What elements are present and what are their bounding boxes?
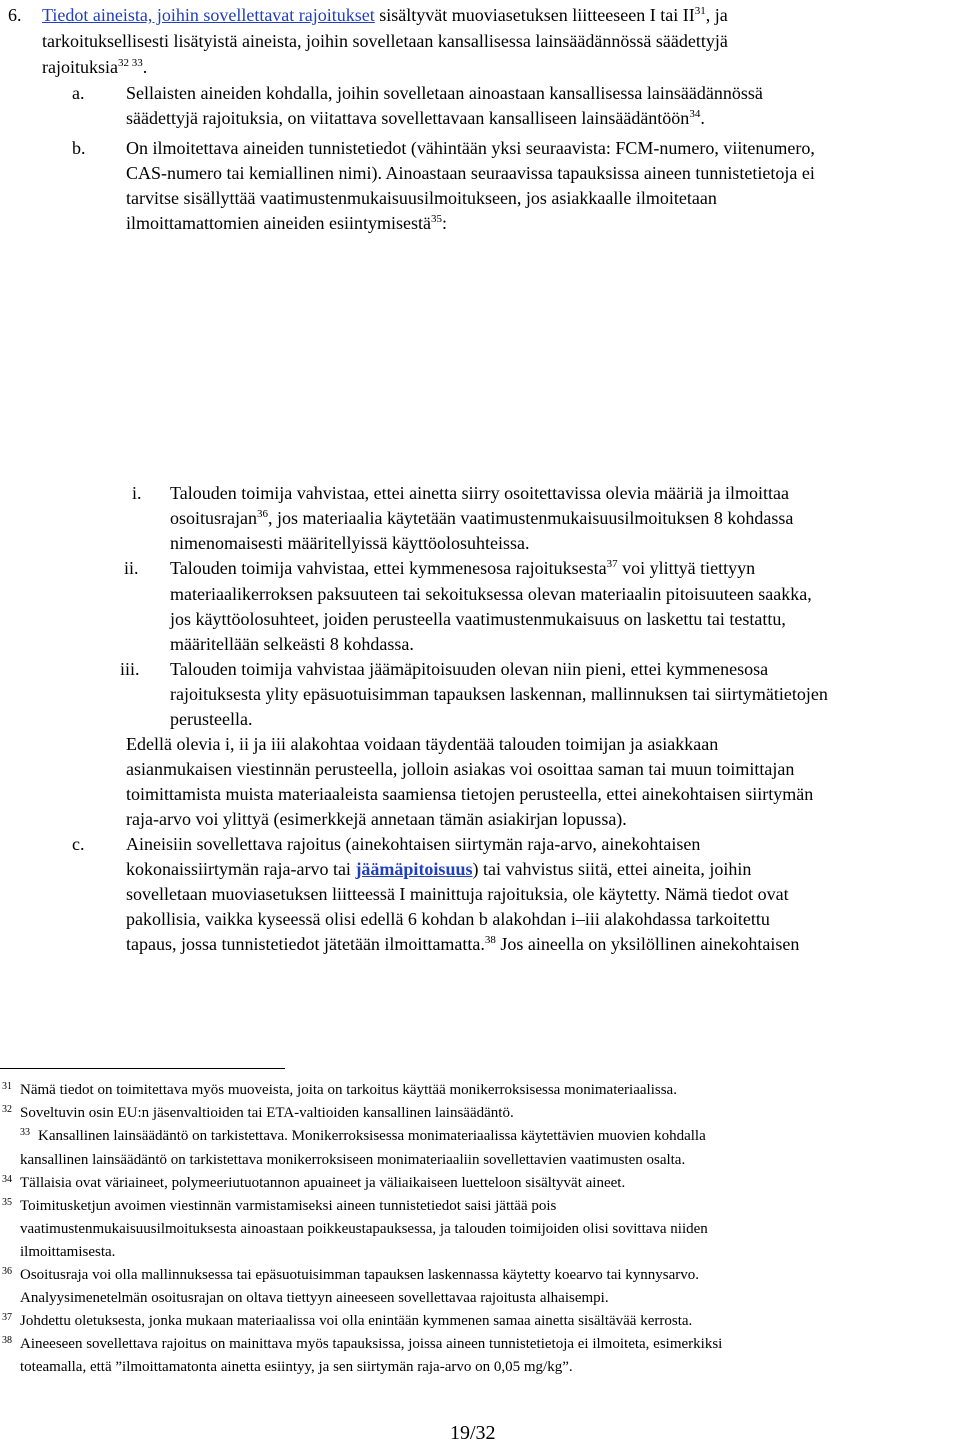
item-c-line-2 [126, 857, 751, 882]
footnote-number: 38 [2, 1335, 12, 1346]
sub-i-line-3: nimenomaisesti määritellyissä käyttöolosuhteissa. [170, 533, 530, 553]
footnote-line: Nämä tiedot on toimitettava myös muoveista, joita on tarkoitus käyttää monikerroksisessa monimateriaalissa. [20, 1082, 677, 1098]
footnote-line: Toimitusketjun avoimen viestinnän varmistamiseksi aineen tunnistetiedot saisi jättää pois [20, 1198, 557, 1214]
page-number: 19/32 [450, 1422, 496, 1444]
footnote-line: ilmoittamisesta. [20, 1244, 116, 1260]
footnote-line: Tällaisia ovat väriaineet, polymeeriutuotannon apuaineet ja väliaikaiseen luetteloon sisältyvät aineet. [20, 1175, 626, 1191]
item-b-line-4-text: ilmoittamattomien aineiden esiintymisestä [126, 213, 431, 233]
sub-ii-line-2: materiaalikerroksen paksuuteen tai sekoituksessa olevan materiaalin pitoisuuteen saakka, [170, 584, 812, 604]
item-6-line-1 [8, 3, 22, 28]
item-6-text-line-3 [42, 55, 147, 80]
item-b-line-3: tarvitse sisällyttää vaatimustenmukaisuusilmoitukseen, jos asiakkaalle ilmoitetaan [126, 188, 717, 208]
footnote-ref-38: 38 [484, 934, 496, 946]
footnote-line: Kansallinen lainsäädäntö on tarkistettava. Monikerroksisessa monimateriaalissa käytettävien muovien kohdalla [38, 1128, 706, 1144]
sub-i-line-1: Talouden toimija vahvistaa, ettei ainetta siirry osoitettavissa olevia määriä ja ilmoittaa [170, 483, 790, 503]
sub-i-line-2 [170, 506, 793, 531]
supplement-line-2: asianmukaisen viestinnän perusteella, jolloin asiakas voi osoittaa saman tai muun toimittajan [126, 759, 795, 779]
item-6-line-3-text: rajoituksia [42, 57, 118, 77]
item-6-text-line-2: tarkoituksellisesti lisätyistä aineista, joihin sovelletaan kansallisessa lainsäädännössä säädettyjä [42, 31, 728, 51]
sub-i-line-2-tail: , jos materiaalia käytetään vaatimustenmukaisuusilmoituksen 8 kohdassa [268, 508, 794, 528]
footnote-ref-34: 34 [689, 108, 701, 120]
sub-ii-line-4: määritellään selkeästi 8 kohdassa. [170, 634, 414, 654]
item-b-colon: : [441, 213, 447, 233]
footnote-line: Osoitusraja voi olla mallinnuksessa tai epäsuotuisimman tapauksen laskennassa käytetty koearvo tai kynnysarvo. [20, 1267, 700, 1283]
item-c-line-2-text: kokonaissiirtymän raja-arvo tai [126, 859, 356, 879]
item-b-label: b. [72, 138, 86, 158]
item-6-text-tail: , ja [705, 5, 728, 25]
footnote-line: Soveltuvin osin EU:n jäsenvaltioiden tai ETA-valtioiden kansallinen lainsäädäntö. [20, 1105, 514, 1121]
footnote-number: 36 [2, 1266, 12, 1277]
footnote-line: toteamalla, että ”ilmoittamatonta ainetta esiintyy, ja sen siirtymän raja-arvo on 0,05 mg/kg”. [20, 1359, 573, 1375]
footnote-number: 32 [2, 1104, 12, 1115]
item-a-label: a. [72, 83, 85, 103]
item-c-line-4: pakollisia, vaikka kyseessä olisi edellä 6 kohdan b alakohdan i–iii alakohdassa tarkoitettu [126, 909, 770, 929]
item-a-period: . [700, 108, 705, 128]
footnote-line: kansallinen lainsäädäntö on tarkistettava monikerroksiseen monimateriaaliin sovellettavien vaatimusten osalta. [20, 1152, 686, 1168]
item-c-line-2-tail: ) tai vahvistus siitä, ettei aineita, joihin [472, 859, 752, 879]
footnote-line: vaatimustenmukaisuusilmoituksesta ainoastaan poikkeustapauksessa, ja talouden toimijoiden olisi sovittava niiden [20, 1221, 708, 1237]
footnote-separator [0, 1068, 285, 1069]
sub-iii-line-2: rajoituksesta ylity epäsuotuisimman tapauksen laskennan, mallinnuksen tai siirtymätietojen [170, 684, 828, 704]
sub-i-label: i. [132, 483, 142, 503]
sub-iii-line-3: perusteella. [170, 709, 253, 729]
item-a-line-2 [126, 106, 705, 131]
sub-ii-line-1-tail: voi ylittyä tiettyyn [617, 558, 756, 578]
item-6-text-line-1 [42, 3, 728, 28]
footnote-number: 34 [2, 1174, 12, 1185]
item-c-line-3: sovelletaan muoviasetuksen liitteessä I mainittuja rajoituksia, ole käytetty. Nämä tiedot ovat [126, 884, 789, 904]
item-a-line-2-text: säädettyjä rajoituksia, on viitattava sovellettavaan kansalliseen lainsäädäntöön [126, 108, 690, 128]
footnote-ref-32-33: 32 33 [117, 57, 143, 69]
footnote-line: Johdettu oletuksesta, jonka mukaan materiaalissa voi olla enintään kymmenen samaa ainetta sisältävää kerrosta. [20, 1313, 693, 1329]
item-6-text: sisältyvät muoviasetuksen liitteeseen I tai II [374, 5, 695, 25]
item-b-line-4 [126, 211, 447, 236]
sub-ii-line-3: jos käyttöolosuhteet, joiden perusteella vaatimustenmukaisuus on laskettu tai testattu, [170, 609, 786, 629]
sub-iii-label: iii. [120, 659, 140, 679]
supplement-line-3: toimittamista muista materiaaleista saamiensa tietojen perusteella, ettei ainekohtaisen siirtymän [126, 784, 814, 804]
item-c-line-5-tail: Jos aineella on yksilöllinen ainekohtaisen [495, 934, 800, 954]
supplement-line-4: raja-arvo voi ylittyä (esimerkkejä annetaan tämän asiakirjan lopussa). [126, 809, 627, 829]
footnote-ref-35: 35 [430, 213, 442, 225]
supplement-line-1: Edellä olevia i, ii ja iii alakohtaa voidaan täydentää talouden toimijan ja asiakkaan [126, 734, 719, 754]
footnote-ref-36: 36 [257, 508, 268, 520]
item-c-line-1: Aineisiin sovellettava rajoitus (ainekohtaisen siirtymän raja-arvo, ainekohtaisen [126, 834, 701, 854]
item-6-link[interactable]: Tiedot aineista, joihin sovellettavat rajoitukset [42, 5, 375, 25]
sub-ii-line-1 [170, 556, 755, 581]
sub-ii-label: ii. [124, 558, 139, 578]
residual-content-link[interactable]: jäämäpitoisuus [355, 859, 473, 879]
footnote-number: 31 [2, 1081, 12, 1092]
item-b-line-2: CAS-numero tai kemiallinen nimi). Ainoastaan seuraavissa tapauksissa aineen tunnistetietoja ei [126, 163, 815, 183]
item-6-period: . [142, 57, 148, 77]
footnote-line: Analyysimenetelmän osoitusrajan on oltava tiettyyn aineeseen sovellettavaa rajoitusta alhaisempi. [20, 1290, 609, 1306]
item-c-line-5-text: tapaus, jossa tunnistetiedot jätetään ilmoittamatta. [126, 934, 485, 954]
footnote-number: 37 [2, 1312, 12, 1323]
footnote-number: 33 [20, 1127, 30, 1138]
item-c-line-5 [126, 932, 799, 957]
footnote-line: Aineeseen sovellettava rajoitus on mainittava myös tapauksissa, joissa aineen tunnistetietoja ei ilmoiteta, esimerkiksi [20, 1336, 723, 1352]
footnote-ref-31: 31 [694, 5, 706, 17]
sub-iii-line-1: Talouden toimija vahvistaa jäämäpitoisuuden olevan niin pieni, ettei kymmenesosa [170, 659, 769, 679]
item-a-line-1: Sellaisten aineiden kohdalla, joihin sovelletaan ainoastaan kansallisessa lainsäädännössä [126, 83, 763, 103]
item-6-number: 6. [8, 5, 22, 25]
sub-i-line-2-text: osoitusrajan [170, 508, 257, 528]
footnote-ref-37: 37 [606, 558, 618, 570]
item-c-label: c. [72, 834, 85, 854]
sub-ii-line-1-text: Talouden toimija vahvistaa, ettei kymmenesosa rajoituksesta [170, 558, 607, 578]
footnote-number: 35 [2, 1197, 12, 1208]
item-b-line-1: On ilmoitettava aineiden tunnistetiedot (vähintään yksi seuraavista: FCM-numero, viitenumero, [126, 138, 815, 158]
